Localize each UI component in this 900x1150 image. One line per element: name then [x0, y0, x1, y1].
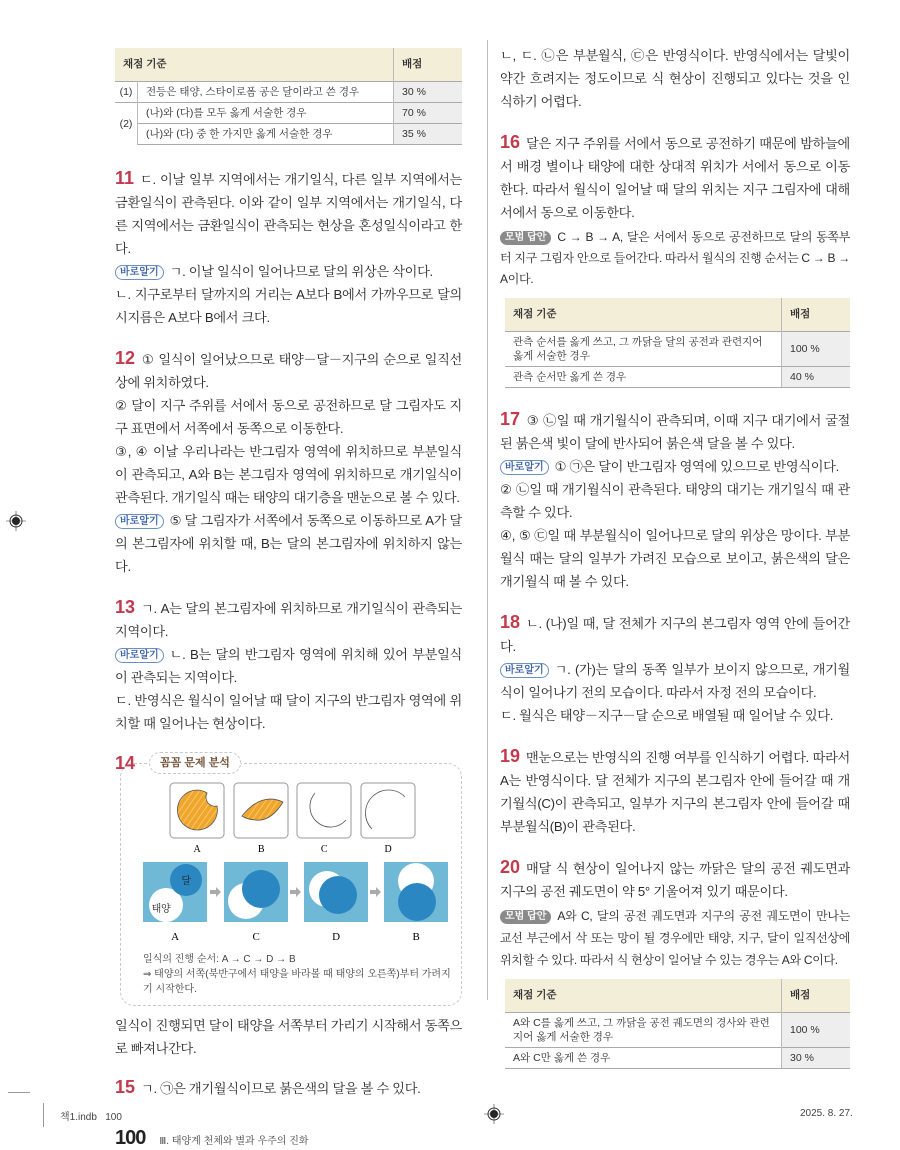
answer-11: [115, 167, 462, 329]
analysis-box-title: 꼼꼼 문제 분석: [149, 752, 241, 774]
analysis-header: [115, 751, 462, 775]
row-number: (1): [115, 82, 138, 103]
question-number: 19: [500, 746, 521, 766]
table-row: [115, 124, 462, 145]
answer-20: [500, 856, 850, 1069]
table-header-score: 배점: [782, 979, 851, 1013]
answer-text: ③ ㉡일 때 개기월식이 관측되며, 이때 지구 대기에서 굴절된 붉은색 빛이 달에 반사되어 붉은색 달을 볼 수 있다.: [500, 413, 850, 451]
row-criteria: (나)와 (다)를 모두 옳게 서술한 경우: [138, 103, 394, 124]
model-answer-text: A와 C, 달의 공전 궤도면과 지구의 공전 궤도면이 만나는 교선 부근에서 삭 또는 망이 될 경우에만 태양, 지구, 달이 일직선상에 위치할 수 있다. 따라서 식 현상이 일어날 수 있는 경우는 A와 C이다.: [500, 909, 850, 967]
row-criteria: 관측 순서만 옳게 쓴 경우: [505, 367, 782, 388]
answer-13: [115, 596, 462, 735]
moon-label: 달: [181, 876, 191, 887]
left-column: [115, 48, 462, 1150]
question-number: 17: [500, 409, 521, 429]
scoring-table-top: [115, 48, 462, 145]
table-header-criteria: 채점 기준: [115, 48, 394, 82]
row-criteria: (나)와 (다) 중 한 가지만 옳게 서술한 경우: [138, 124, 394, 145]
page-footer: [115, 1126, 462, 1150]
chapter-title: Ⅲ. 태양계 천체와 별과 우주의 진화: [159, 1136, 309, 1147]
answer-12: [115, 347, 462, 578]
print-date: 2025. 8. 27.: [800, 1108, 853, 1119]
row-number: (2): [115, 103, 138, 145]
row-criteria: A와 C만 옳게 쓴 경우: [505, 1048, 782, 1069]
question-number: 20: [500, 857, 521, 877]
row-score: 30 %: [394, 82, 463, 103]
table-row: [505, 1013, 850, 1048]
eclipse-stage-d: [304, 862, 368, 922]
answer-text: 맨눈으로는 반영식의 진행 여부를 인식하기 어렵다. 따라서 A는 반영식이다. 달 전체가 지구의 본그림자 안에 들어갈 때 개기월식(C)이 관측되고, 일부가 지구의 본그림자 안에 들어갈 때 부분월식(B)이 관측된다.: [500, 750, 850, 834]
answer-text: ㄷ. 이날 일부 지역에서는 개기일식, 다른 일부 지역에서는 금환일식이 관측된다. 이와 같이 일부 지역에서는 개기일식, 다른 지역에서는 금환일식이 관측되는 현상을 혼성일식이라고 한다.: [115, 172, 462, 256]
answer-text: ㄴ. (나)일 때, 달 전체가 지구의 본그림자 영역 안에 들어간다.: [500, 616, 850, 654]
answer-18: [500, 611, 850, 727]
model-answer-tag: 모범 답안: [500, 910, 551, 924]
question-number: 11: [115, 168, 135, 188]
question-number: 13: [115, 597, 136, 617]
label-top-d: D: [384, 844, 392, 855]
eclipse-stage-c: [224, 862, 288, 922]
table-row: [505, 367, 850, 388]
sun-label: 태양: [151, 904, 171, 915]
row-criteria: 전등은 태양, 스타이로폼 공은 달이라고 쓴 경우: [138, 82, 394, 103]
label-top-b: B: [257, 844, 265, 855]
answer-text: ㄷ. 월식은 태양－지구－달 순으로 배열될 때 일어날 수 있다.: [500, 708, 834, 723]
table-header-score: 배점: [394, 48, 463, 82]
crop-mark: [43, 1103, 44, 1127]
correction-tag: 바로알기: [500, 460, 549, 475]
answer-text: ㄱ. (가)는 달의 동쪽 일부가 보이지 않으므로, 개기월식이 일어나기 전의 모습이다. 따라서 자정 전의 모습이다.: [500, 662, 850, 700]
label-top-a: A: [193, 844, 201, 855]
sun-shape-d: [361, 783, 415, 838]
answer-19: [500, 745, 850, 838]
question-number: 14: [115, 752, 136, 773]
registration-mark-icon: [6, 511, 26, 531]
answer-text: 매달 식 현상이 일어나지 않는 까닭은 달의 공전 궤도면과 지구의 공전 궤도면이 약 5° 기울어져 있기 때문이다.: [500, 861, 850, 899]
answer-15: [115, 1076, 462, 1100]
answer-14-text: 일식이 진행되면 달이 태양을 서쪽부터 가리기 시작해서 동쪽으로 빠져나간다.: [115, 1018, 462, 1056]
model-answer-tag: 모범 답안: [500, 231, 551, 245]
row-score: 35 %: [394, 124, 463, 145]
answer-text: ㄱ. ㉠은 개기월식이므로 붉은색의 달을 볼 수 있다.: [141, 1081, 421, 1096]
answer-text: ③, ④ 이날 우리나라는 반그림자 영역에 위치하므로 부분일식이 관측되고, A와 B는 본그림자 영역에 위치하므로 개기일식이 관측된다. 개기일식 때는 태양의 대기층을 맨눈으로 볼 수 있다.: [115, 444, 462, 505]
answer-text: 달은 지구 주위를 서에서 동으로 공전하기 때문에 밤하늘에서 배경 별이나 태양에 대한 상대적 위치가 서에서 동으로 이동한다. 따라서 월식이 일어날 때 달의 위치는 지구 그림자에 대해 서에서 동으로 이동한다.: [500, 136, 850, 220]
eclipse-diagram: [121, 780, 463, 948]
page-number: 100: [115, 1127, 146, 1149]
correction-tag: 바로알기: [115, 514, 164, 529]
answer-text: ⑤ 달 그림자가 서쪽에서 동쪽으로 이동하므로 A가 달의 본그림자에 위치할 때, B는 달의 본그림자에 위치하지 않는다.: [115, 513, 462, 574]
row-score: 70 %: [394, 103, 463, 124]
row-score: 30 %: [782, 1048, 851, 1069]
analysis-box: [120, 763, 462, 1006]
column-divider: [487, 40, 488, 1000]
table-row: [115, 103, 462, 124]
answer-text: ② 달이 지구 주위를 서에서 동으로 공전하므로 달 그림자도 지구 표면에서 서쪽에서 동쪽으로 이동한다.: [115, 398, 462, 436]
table-header-criteria: 채점 기준: [505, 979, 782, 1013]
scoring-table-16: [505, 298, 850, 388]
arrow-icon: [370, 887, 381, 897]
scoring-table-20: [505, 979, 850, 1069]
label-top-c: C: [320, 844, 328, 855]
row-score: 100 %: [782, 1013, 851, 1048]
label-bottom-c: C: [252, 931, 260, 943]
eclipse-stage-b: [384, 862, 448, 922]
crop-mark: [8, 1092, 30, 1093]
answer-14: [115, 751, 462, 1060]
answer-text: ① ㉠은 달이 반그림자 영역에 있으므로 반영식이다.: [554, 459, 839, 474]
question-number: 15: [115, 1077, 136, 1097]
row-score: 40 %: [782, 367, 851, 388]
sun-shape-c: [297, 783, 351, 838]
row-criteria: A와 C를 옳게 쓰고, 그 까닭을 공전 궤도면의 경사와 관련지어 옳게 서술한 경우: [505, 1013, 782, 1048]
answer-text: ㄴ. B는 달의 반그림자 영역에 위치해 있어 부분일식이 관측되는 지역이다.: [115, 647, 462, 685]
question-number: 18: [500, 612, 521, 632]
label-bottom-a: A: [171, 931, 179, 943]
answer-17: [500, 408, 850, 593]
model-answer-text: C → B → A, 달은 서에서 동으로 공전하므로 달의 동쪽부터 지구 그림자 안으로 들어간다. 따라서 월식의 진행 순서는 C → B → A이다.: [500, 230, 850, 286]
label-bottom-d: D: [332, 931, 340, 943]
answer-text: ㄱ. A는 달의 본그림자에 위치하므로 개기일식이 관측되는 지역이다.: [115, 601, 462, 639]
table-row: [505, 1048, 850, 1069]
table-header-criteria: 채점 기준: [505, 298, 782, 332]
table-row: [115, 82, 462, 103]
arrow-icon: [210, 887, 221, 897]
registration-mark-icon: [484, 1104, 504, 1124]
sun-shape-b: [234, 783, 288, 838]
analysis-notes: [143, 952, 453, 997]
right-column: [500, 44, 850, 1069]
answer-16: [500, 131, 850, 388]
file-name: 책1.indb 100: [60, 1112, 122, 1123]
table-header-score: 배점: [782, 298, 851, 332]
answer-text: ㄷ. 반영식은 월식이 일어날 때 달이 지구의 반그림자 영역에 위치할 때 일어나는 현상이다.: [115, 693, 462, 731]
correction-tag: 바로알기: [115, 265, 164, 280]
label-bottom-b: B: [412, 931, 420, 943]
question-number: 12: [115, 348, 136, 368]
answer-text: ④, ⑤ ㉢일 때 부분월식이 일어나므로 달의 위상은 망이다. 부분월식 때는 달의 일부가 가려진 모습으로 보이고, 붉은색의 달은 개기월식 때 볼 수 있다.: [500, 528, 850, 589]
eclipse-order: 일식의 진행 순서: A → C → D → B: [143, 954, 296, 965]
answer-text: ② ㉡일 때 개기월식이 관측된다. 태양의 대기는 개기일식 때 관측할 수 있다.: [500, 482, 850, 520]
row-criteria: 관측 순서를 옳게 쓰고, 그 까닭을 달의 공전과 관련지어 옳게 서술한 경우: [505, 332, 782, 367]
table-row: [505, 332, 850, 367]
answer-15-cont: ㄴ, ㄷ. ㉡은 부분월식, ㉢은 반영식이다. 반영식에서는 달빛이 약간 흐려지는 정도이므로 식 현상이 진행되고 있다는 것을 인식하기 어렵다.: [500, 48, 850, 109]
answer-text: ① 일식이 일어났으므로 태양－달－지구의 순으로 일직선상에 위치하였다.: [115, 352, 462, 390]
question-number: 16: [500, 132, 521, 152]
row-score: 100 %: [782, 332, 851, 367]
correction-tag: 바로알기: [115, 648, 164, 663]
arrow-icon: [290, 887, 301, 897]
answer-text: ㄴ. 지구로부터 달까지의 거리는 A보다 B에서 가까우므로 달의 시지름은 A보다 B에서 크다.: [115, 287, 462, 325]
correction-tag: 바로알기: [500, 663, 549, 678]
eclipse-note: ⇒ 태양의 서쪽(북반구에서 태양을 바라볼 때 태양의 오른쪽)부터 가려지기 시작한다.: [143, 969, 451, 995]
answer-text: ㄱ. 이날 일식이 일어나므로 달의 위상은 삭이다.: [169, 264, 433, 279]
sun-shape-a: [170, 783, 224, 838]
